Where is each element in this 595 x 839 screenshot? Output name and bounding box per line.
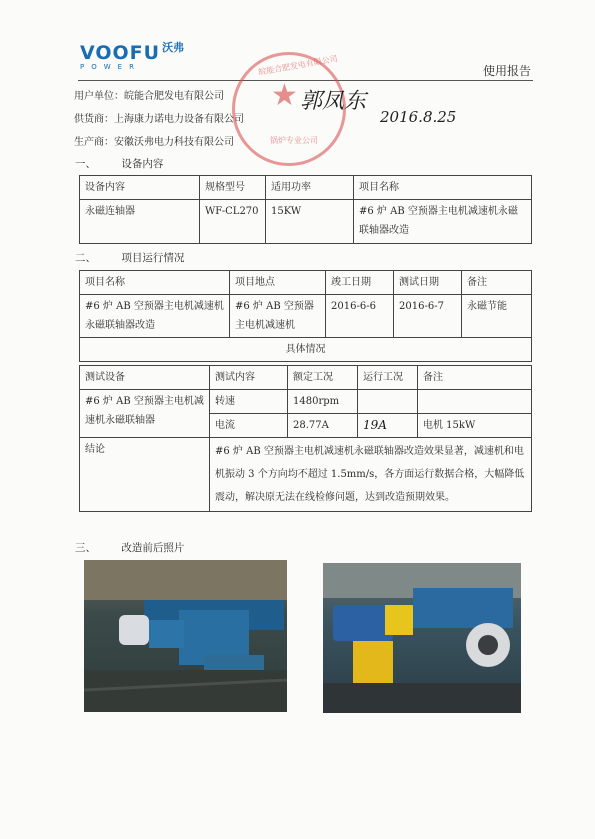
- manufacturer-line: 生产商：安徽沃弗电力科技有限公司: [74, 137, 234, 148]
- table-row: [80, 390, 532, 414]
- logo-text: VOOFU: [80, 42, 161, 64]
- cell: 电机 15kW: [418, 414, 532, 438]
- cell: 15KW: [266, 200, 354, 244]
- table-row: [80, 295, 532, 338]
- photo-before: [84, 560, 287, 712]
- header-cell: 测试日期: [394, 271, 462, 295]
- signature-name: 郭凤东: [300, 89, 367, 114]
- header-cell: 测试内容: [210, 366, 288, 390]
- conclusion-text: #6 炉 AB 空预器主电机减速机永磁联轴器改造效果显著，减速机和电机振动 3 个方向均不超过 1.5mm/s，各方面运行数据合格，大幅降低震动，解决原无法在线检修问题，达到改造预期效果。: [210, 438, 532, 512]
- equipment-table: [79, 175, 532, 244]
- cell: #6 炉 AB 空预器主电机减速机永磁联轴器改造: [80, 295, 230, 338]
- header-cell: 运行工况: [358, 366, 418, 390]
- photo-after: [323, 563, 521, 713]
- header-cell: 竣工日期: [326, 271, 394, 295]
- section3-title: 改造前后照片: [121, 542, 185, 554]
- cell: #6 炉 AB 空预器主电机减速机: [230, 295, 326, 338]
- cell: [418, 390, 532, 414]
- cell: 转速: [210, 390, 288, 414]
- conclusion-label: 结论: [80, 438, 210, 512]
- table-header-row: [80, 176, 532, 200]
- stamp-text-bottom: 锅炉专业公司: [270, 136, 318, 145]
- detail-title-row: [80, 338, 532, 362]
- photo-before-illustration: [84, 560, 287, 712]
- cell: [358, 390, 418, 414]
- section2-num: 二、: [75, 252, 96, 264]
- section2-title: 项目运行情况: [121, 252, 185, 264]
- cell: 1480rpm: [288, 390, 358, 414]
- user-unit-line: 用户单位：皖能合肥发电有限公司: [74, 91, 224, 102]
- logo-sub: POWER: [80, 63, 141, 71]
- header-cell: 规格型号: [200, 176, 266, 200]
- section3-num: 三、: [75, 542, 96, 554]
- cell: WF-CL270: [200, 200, 266, 244]
- conclusion-row: [80, 438, 532, 512]
- section1-title: 设备内容: [121, 158, 164, 170]
- detail-title: 具体情况: [80, 338, 532, 362]
- cell: 永磁连轴器: [80, 200, 200, 244]
- stamp-text-top: 皖能合肥发电有限公司: [257, 54, 339, 77]
- device-cell: #6 炉 AB 空预器主电机减速机永磁联轴器: [80, 390, 210, 438]
- cell: 电流: [210, 414, 288, 438]
- photo-after-illustration: [323, 563, 521, 713]
- table-row: [80, 200, 532, 244]
- cell: 2016-6-6: [326, 295, 394, 338]
- report-title: 使用报告: [483, 64, 532, 78]
- cell: #6 炉 AB 空预器主电机减速机永磁联轴器改造: [354, 200, 532, 244]
- signature-date: 2016.8.25: [380, 108, 457, 126]
- stamp-star-icon: ★: [271, 78, 298, 113]
- detail-table: [79, 365, 532, 512]
- cell: 19A: [358, 414, 418, 438]
- section3-heading: [75, 540, 184, 555]
- header-cell: 设备内容: [80, 176, 200, 200]
- logo-cn: 沃弗: [162, 41, 185, 54]
- header-cell: 项目地点: [230, 271, 326, 295]
- supplier-line: 供货商：上海康力诺电力设备有限公司: [74, 114, 244, 125]
- cell: 28.77A: [288, 414, 358, 438]
- section2-heading: [75, 250, 184, 265]
- project-table: [79, 270, 532, 362]
- section1-num: 一、: [75, 158, 96, 170]
- table-header-row: [80, 271, 532, 295]
- header-cell: 备注: [462, 271, 532, 295]
- section1-heading: [75, 156, 163, 171]
- header-cell: 测试设备: [80, 366, 210, 390]
- header-cell: 备注: [418, 366, 532, 390]
- header-cell: 项目名称: [80, 271, 230, 295]
- header-cell: 额定工况: [288, 366, 358, 390]
- header-cell: 适用功率: [266, 176, 354, 200]
- cell: 2016-6-7: [394, 295, 462, 338]
- cell: 永磁节能: [462, 295, 532, 338]
- table-header-row: [80, 366, 532, 390]
- company-logo: [80, 42, 184, 71]
- header-cell: 项目名称: [354, 176, 532, 200]
